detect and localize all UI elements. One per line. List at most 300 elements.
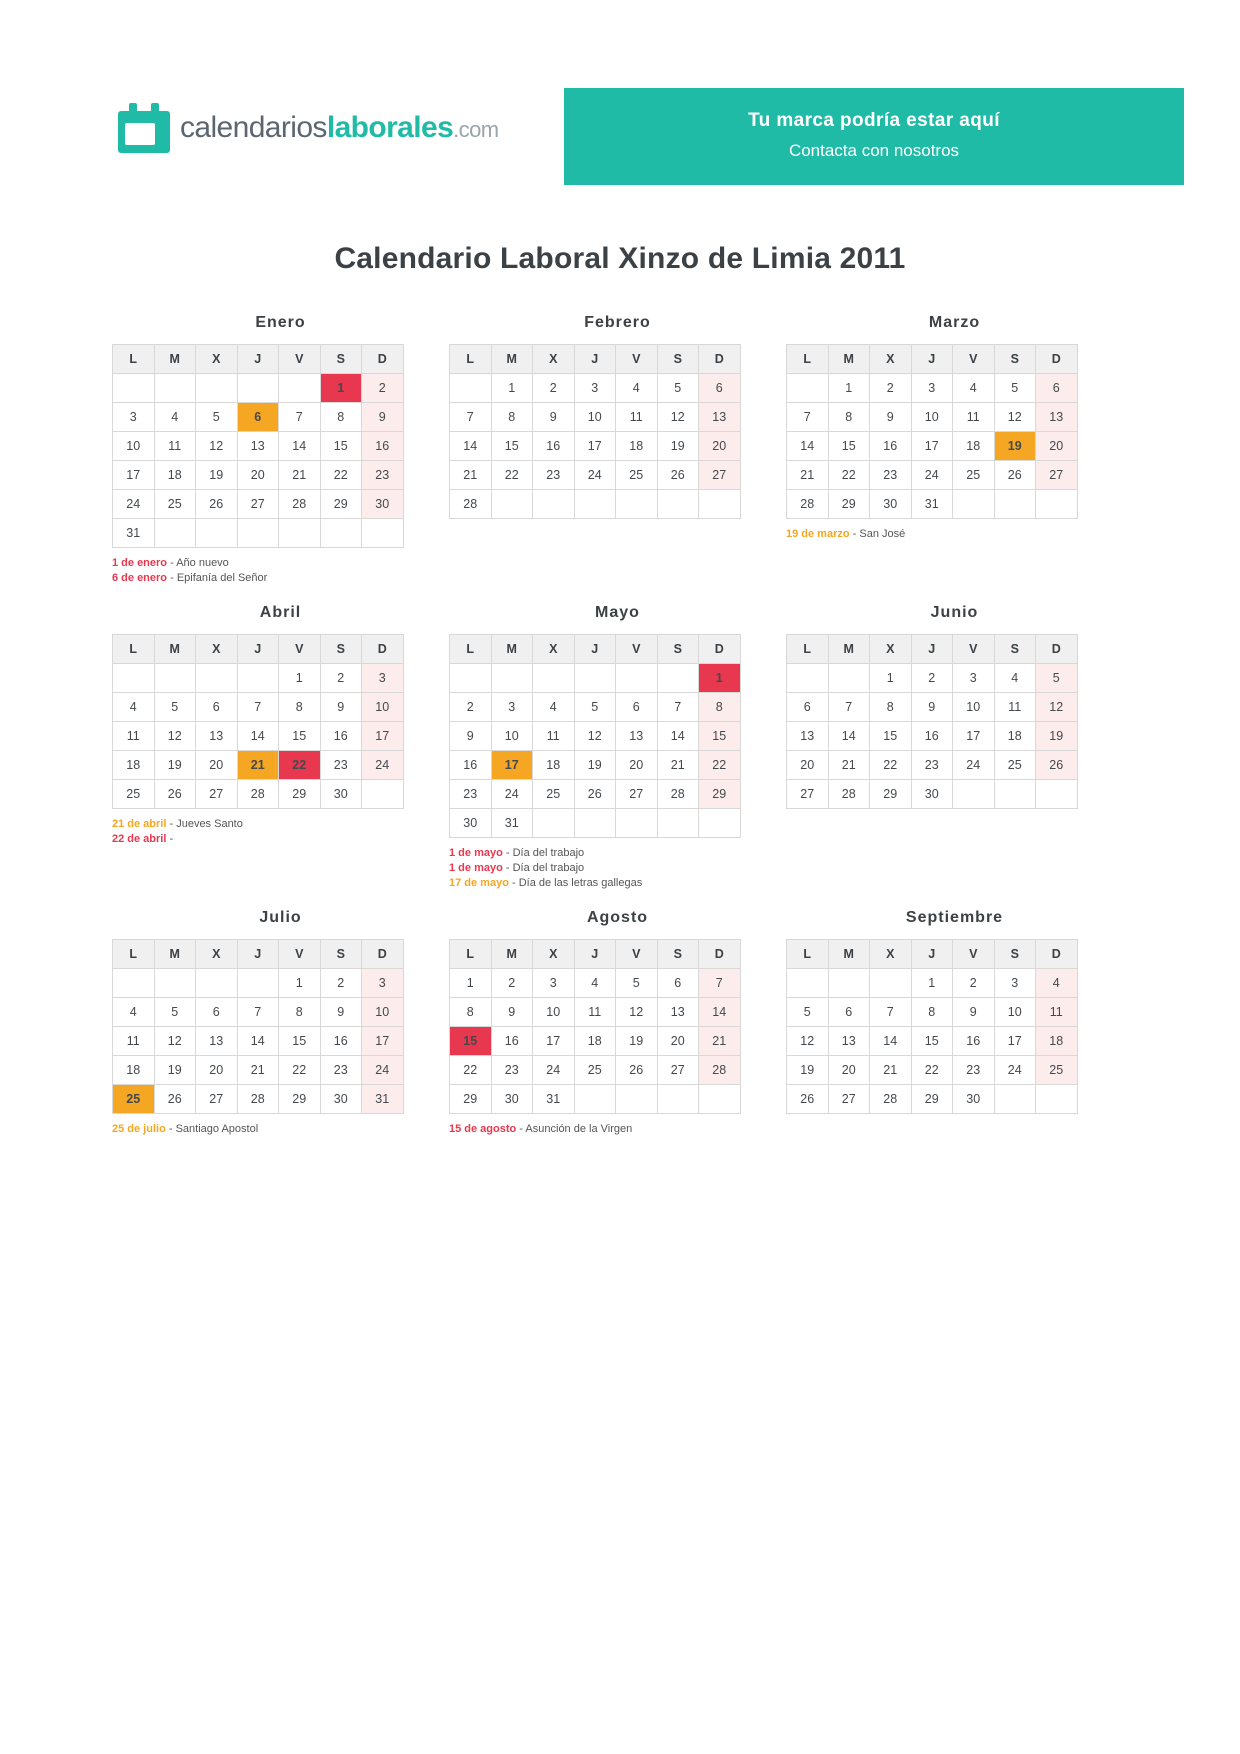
holiday-notes	[112, 1122, 449, 1137]
empty-day-cell	[491, 664, 533, 693]
day-cell: 11	[154, 432, 196, 461]
weekday-header: S	[320, 345, 362, 374]
day-cell: 9	[491, 998, 533, 1027]
day-cell: 4	[616, 374, 658, 403]
day-cell: 6	[616, 693, 658, 722]
weekday-header: L	[113, 940, 155, 969]
day-cell: 22	[491, 461, 533, 490]
month-table	[786, 344, 1078, 519]
day-cell: 9	[870, 403, 912, 432]
day-cell: 27	[828, 1085, 870, 1114]
day-cell: 12	[787, 1027, 829, 1056]
day-cell: 31	[491, 809, 533, 838]
week-row	[450, 403, 741, 432]
month-title: Enero	[255, 314, 306, 331]
empty-day-cell	[1036, 1085, 1078, 1114]
day-cell: 26	[994, 461, 1036, 490]
day-cell: 3	[362, 969, 404, 998]
day-cell: 18	[616, 432, 658, 461]
day-cell: 12	[154, 722, 196, 751]
empty-day-cell	[574, 490, 616, 519]
weekday-header-row	[450, 940, 741, 969]
week-row	[787, 780, 1078, 809]
day-cell: 15	[699, 722, 741, 751]
holiday-note	[112, 571, 449, 586]
day-cell: 28	[237, 1085, 279, 1114]
weekday-header-row	[787, 345, 1078, 374]
empty-day-cell	[491, 490, 533, 519]
day-cell: 14	[450, 432, 492, 461]
weekday-header: S	[994, 635, 1036, 664]
day-cell: 1	[450, 969, 492, 998]
weekday-header: V	[279, 635, 321, 664]
weekday-header: V	[616, 635, 658, 664]
weekday-header-row	[113, 345, 404, 374]
month-block-marzo	[786, 314, 1123, 586]
day-cell: 29	[699, 780, 741, 809]
day-cell: 30	[450, 809, 492, 838]
empty-day-cell	[828, 664, 870, 693]
weekday-header: X	[870, 345, 912, 374]
day-cell: 16	[533, 432, 575, 461]
day-cell: 14	[870, 1027, 912, 1056]
week-row	[450, 1085, 741, 1114]
day-cell: 14	[699, 998, 741, 1027]
empty-day-cell	[279, 519, 321, 548]
day-cell: 21	[870, 1056, 912, 1085]
month-table	[449, 344, 741, 519]
month-table	[112, 939, 404, 1114]
weekday-header: X	[196, 940, 238, 969]
empty-day-cell	[450, 374, 492, 403]
day-cell: 2	[870, 374, 912, 403]
day-cell: 22	[450, 1056, 492, 1085]
day-cell: 28	[787, 490, 829, 519]
day-cell: 26	[154, 780, 196, 809]
holiday-note-separator: -	[508, 877, 519, 889]
weekday-header: X	[870, 635, 912, 664]
weekday-header: X	[533, 940, 575, 969]
ad-banner[interactable]	[564, 88, 1184, 185]
day-cell: 26	[154, 1085, 196, 1114]
day-cell: 11	[533, 722, 575, 751]
day-cell: 8	[828, 403, 870, 432]
weekday-header: J	[574, 345, 616, 374]
day-cell: 19	[1036, 722, 1078, 751]
week-row	[450, 969, 741, 998]
week-row	[113, 432, 404, 461]
holiday-note	[449, 846, 786, 861]
weekday-header: J	[574, 635, 616, 664]
weekday-header-row	[450, 345, 741, 374]
ad-banner-subtext: Contacta con nosotros	[788, 141, 960, 160]
day-cell: 27	[196, 780, 238, 809]
weekday-header: V	[616, 345, 658, 374]
holiday-note-date: 17 de mayo	[449, 877, 509, 889]
weekday-header: M	[154, 940, 196, 969]
month-block-septiembre	[786, 909, 1123, 1137]
day-cell: 17	[911, 432, 953, 461]
day-cell: 16	[320, 722, 362, 751]
weekday-header: J	[237, 635, 279, 664]
day-cell: 1	[279, 664, 321, 693]
weekday-header: X	[870, 940, 912, 969]
day-cell: 30	[320, 1085, 362, 1114]
day-cell: 2	[320, 969, 362, 998]
day-cell: 6	[237, 403, 279, 432]
month-block-febrero	[449, 314, 786, 586]
day-cell: 7	[787, 403, 829, 432]
day-cell: 11	[113, 1027, 155, 1056]
day-cell: 10	[574, 403, 616, 432]
weekday-header: S	[994, 345, 1036, 374]
day-cell: 1	[699, 664, 741, 693]
weekday-header: S	[994, 940, 1036, 969]
week-row	[787, 1085, 1078, 1114]
holiday-note	[112, 1122, 449, 1137]
day-cell: 7	[657, 693, 699, 722]
empty-day-cell	[279, 374, 321, 403]
day-cell: 9	[320, 693, 362, 722]
day-cell: 29	[828, 490, 870, 519]
week-row	[450, 751, 741, 780]
day-cell: 12	[154, 1027, 196, 1056]
week-row	[113, 998, 404, 1027]
day-cell: 11	[994, 693, 1036, 722]
day-cell: 24	[994, 1056, 1036, 1085]
week-row	[113, 664, 404, 693]
day-cell: 5	[787, 998, 829, 1027]
empty-day-cell	[237, 374, 279, 403]
empty-day-cell	[237, 519, 279, 548]
day-cell: 26	[787, 1085, 829, 1114]
empty-day-cell	[787, 969, 829, 998]
empty-day-cell	[237, 664, 279, 693]
week-row	[113, 1085, 404, 1114]
day-cell: 10	[953, 693, 995, 722]
empty-day-cell	[113, 374, 155, 403]
day-cell: 4	[953, 374, 995, 403]
day-cell: 2	[953, 969, 995, 998]
week-row	[113, 461, 404, 490]
day-cell: 31	[533, 1085, 575, 1114]
day-cell: 6	[1036, 374, 1078, 403]
day-cell: 15	[279, 1027, 321, 1056]
day-cell: 12	[994, 403, 1036, 432]
empty-day-cell	[953, 490, 995, 519]
day-cell: 20	[196, 1056, 238, 1085]
day-cell: 6	[787, 693, 829, 722]
day-cell: 11	[616, 403, 658, 432]
weekday-header: L	[450, 635, 492, 664]
day-cell: 21	[237, 1056, 279, 1085]
week-row	[113, 374, 404, 403]
weekday-header: D	[1036, 940, 1078, 969]
day-cell: 17	[533, 1027, 575, 1056]
day-cell: 1	[870, 664, 912, 693]
week-row	[787, 490, 1078, 519]
day-cell: 22	[870, 751, 912, 780]
day-cell: 11	[574, 998, 616, 1027]
week-row	[450, 664, 741, 693]
day-cell: 26	[196, 490, 238, 519]
holiday-notes	[449, 846, 786, 891]
week-row	[450, 1056, 741, 1085]
day-cell: 31	[362, 1085, 404, 1114]
holiday-note-date: 1 de mayo	[449, 862, 503, 874]
month-block-julio	[112, 909, 449, 1137]
day-cell: 10	[362, 693, 404, 722]
week-row	[450, 809, 741, 838]
weekday-header: M	[491, 635, 533, 664]
day-cell: 25	[154, 490, 196, 519]
day-cell: 23	[450, 780, 492, 809]
day-cell: 24	[362, 1056, 404, 1085]
month-title: Septiembre	[905, 909, 1004, 926]
empty-day-cell	[154, 519, 196, 548]
day-cell: 7	[237, 998, 279, 1027]
day-cell: 9	[953, 998, 995, 1027]
day-cell: 5	[657, 374, 699, 403]
day-cell: 4	[1036, 969, 1078, 998]
day-cell: 5	[154, 998, 196, 1027]
day-cell: 5	[154, 693, 196, 722]
weekday-header: X	[196, 345, 238, 374]
weekday-header: L	[787, 635, 829, 664]
week-row	[113, 751, 404, 780]
day-cell: 27	[237, 490, 279, 519]
empty-day-cell	[657, 809, 699, 838]
day-cell: 13	[196, 1027, 238, 1056]
day-cell: 2	[320, 664, 362, 693]
weekday-header-row	[450, 635, 741, 664]
week-row	[787, 969, 1078, 998]
weekday-header: M	[154, 345, 196, 374]
day-cell: 14	[787, 432, 829, 461]
day-cell: 22	[699, 751, 741, 780]
weekday-header: X	[533, 345, 575, 374]
holiday-note-separator: -	[165, 1123, 176, 1135]
day-cell: 16	[491, 1027, 533, 1056]
month-title: Abril	[259, 604, 302, 621]
empty-day-cell	[154, 664, 196, 693]
week-row	[787, 751, 1078, 780]
weekday-header-row	[113, 635, 404, 664]
day-cell: 15	[320, 432, 362, 461]
day-cell: 15	[279, 722, 321, 751]
weekday-header: L	[113, 635, 155, 664]
month-title: Mayo	[595, 604, 640, 621]
weekday-header: V	[616, 940, 658, 969]
week-row	[787, 374, 1078, 403]
holiday-note	[112, 817, 449, 832]
day-cell: 9	[320, 998, 362, 1027]
day-cell: 26	[616, 1056, 658, 1085]
holiday-note	[786, 527, 1123, 542]
day-cell: 7	[828, 693, 870, 722]
day-cell: 27	[1036, 461, 1078, 490]
month-block-abril	[112, 604, 449, 891]
day-cell: 2	[450, 693, 492, 722]
day-cell: 25	[994, 751, 1036, 780]
empty-day-cell	[113, 664, 155, 693]
day-cell: 29	[870, 780, 912, 809]
logo-text-part2: laborales	[326, 111, 454, 144]
empty-day-cell	[616, 664, 658, 693]
month-block-agosto	[449, 909, 786, 1137]
day-cell: 28	[237, 780, 279, 809]
day-cell: 19	[196, 461, 238, 490]
week-row	[113, 969, 404, 998]
day-cell: 29	[279, 1085, 321, 1114]
month-row	[112, 909, 1128, 1137]
day-cell: 31	[911, 490, 953, 519]
day-cell: 6	[828, 998, 870, 1027]
week-row	[787, 693, 1078, 722]
day-cell: 21	[657, 751, 699, 780]
weekday-header: J	[911, 940, 953, 969]
day-cell: 15	[911, 1027, 953, 1056]
day-cell: 13	[196, 722, 238, 751]
logo-text-part3: .com	[453, 117, 499, 142]
day-cell: 15	[450, 1027, 492, 1056]
holiday-note	[449, 1122, 786, 1137]
day-cell: 25	[953, 461, 995, 490]
holiday-note	[449, 861, 786, 876]
calendar-icon	[118, 103, 172, 153]
day-cell: 7	[870, 998, 912, 1027]
day-cell: 6	[196, 693, 238, 722]
month-title: Agosto	[586, 909, 649, 926]
day-cell: 23	[320, 751, 362, 780]
day-cell: 9	[911, 693, 953, 722]
day-cell: 10	[491, 722, 533, 751]
day-cell: 2	[533, 374, 575, 403]
holiday-note-separator: -	[167, 572, 177, 584]
weekday-header: V	[279, 940, 321, 969]
day-cell: 16	[450, 751, 492, 780]
day-cell: 24	[574, 461, 616, 490]
week-row	[787, 1056, 1078, 1085]
holiday-note-separator: -	[167, 557, 177, 569]
weekday-header: J	[911, 635, 953, 664]
site-logo[interactable]	[118, 88, 518, 168]
week-row	[113, 1056, 404, 1085]
day-cell: 29	[320, 490, 362, 519]
day-cell: 19	[574, 751, 616, 780]
day-cell: 5	[574, 693, 616, 722]
day-cell: 2	[911, 664, 953, 693]
empty-day-cell	[994, 490, 1036, 519]
empty-day-cell	[320, 519, 362, 548]
empty-day-cell	[994, 1085, 1036, 1114]
day-cell: 25	[533, 780, 575, 809]
day-cell: 30	[362, 490, 404, 519]
day-cell: 1	[911, 969, 953, 998]
day-cell: 4	[113, 693, 155, 722]
holiday-note	[449, 876, 786, 891]
empty-day-cell	[787, 374, 829, 403]
week-row	[113, 693, 404, 722]
weekday-header: X	[196, 635, 238, 664]
day-cell: 3	[113, 403, 155, 432]
day-cell: 23	[953, 1056, 995, 1085]
day-cell: 2	[362, 374, 404, 403]
day-cell: 10	[362, 998, 404, 1027]
empty-day-cell	[533, 809, 575, 838]
day-cell: 30	[911, 780, 953, 809]
holiday-note-date: 1 de mayo	[449, 847, 503, 859]
day-cell: 10	[533, 998, 575, 1027]
day-cell: 18	[113, 751, 155, 780]
day-cell: 1	[828, 374, 870, 403]
week-row	[113, 403, 404, 432]
day-cell: 28	[828, 780, 870, 809]
weekday-header: J	[237, 940, 279, 969]
empty-day-cell	[113, 969, 155, 998]
weekday-header: D	[1036, 345, 1078, 374]
week-row	[450, 693, 741, 722]
day-cell: 12	[1036, 693, 1078, 722]
day-cell: 24	[491, 780, 533, 809]
holiday-note-description: Asunción de la Virgen	[525, 1123, 633, 1135]
empty-day-cell	[1036, 780, 1078, 809]
day-cell: 14	[828, 722, 870, 751]
month-title: Junio	[930, 604, 979, 621]
holiday-note-description: Santiago Apostol	[175, 1123, 259, 1135]
logo-text	[180, 111, 498, 145]
week-row	[450, 1027, 741, 1056]
day-cell: 3	[362, 664, 404, 693]
month-block-junio	[786, 604, 1123, 891]
day-cell: 23	[362, 461, 404, 490]
week-row	[787, 403, 1078, 432]
empty-day-cell	[196, 374, 238, 403]
empty-day-cell	[1036, 490, 1078, 519]
weekday-header: S	[320, 635, 362, 664]
day-cell: 8	[279, 998, 321, 1027]
day-cell: 8	[870, 693, 912, 722]
holiday-note-description: Año nuevo	[176, 557, 229, 569]
holiday-notes	[112, 556, 449, 586]
day-cell: 13	[657, 998, 699, 1027]
day-cell: 4	[533, 693, 575, 722]
week-row	[787, 1027, 1078, 1056]
ad-banner-headline: Tu marca podría estar aquí	[748, 110, 1000, 131]
day-cell: 16	[870, 432, 912, 461]
day-cell: 23	[911, 751, 953, 780]
day-cell: 7	[279, 403, 321, 432]
day-cell: 18	[953, 432, 995, 461]
holiday-note-separator: -	[502, 847, 513, 859]
day-cell: 18	[533, 751, 575, 780]
day-cell: 3	[994, 969, 1036, 998]
day-cell: 11	[1036, 998, 1078, 1027]
day-cell: 3	[911, 374, 953, 403]
week-row	[450, 998, 741, 1027]
day-cell: 23	[870, 461, 912, 490]
day-cell: 16	[320, 1027, 362, 1056]
day-cell: 10	[911, 403, 953, 432]
day-cell: 25	[113, 1085, 155, 1114]
month-row	[112, 604, 1128, 891]
day-cell: 17	[953, 722, 995, 751]
day-cell: 22	[279, 1056, 321, 1085]
weekday-header-row	[787, 635, 1078, 664]
months-container	[0, 314, 1240, 1155]
holiday-note-separator: -	[516, 1123, 526, 1135]
day-cell: 24	[113, 490, 155, 519]
